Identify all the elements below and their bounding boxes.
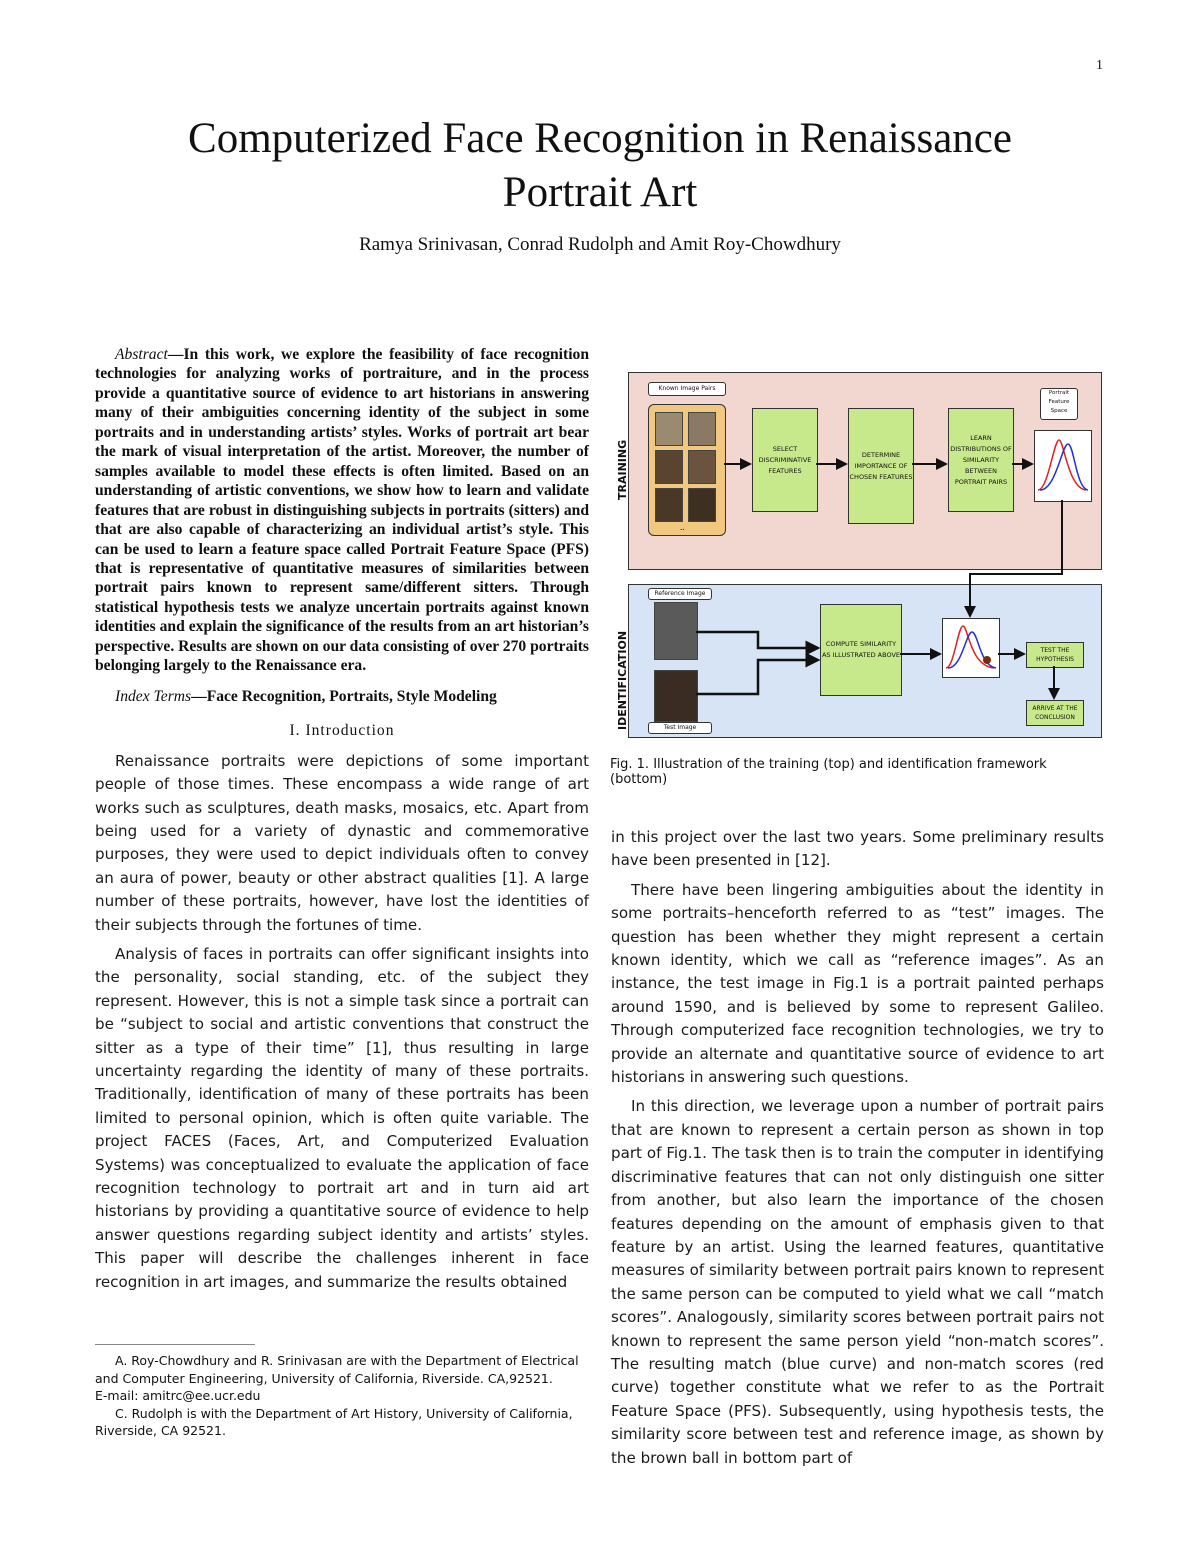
paper-title bbox=[0, 112, 1200, 220]
match-curve bbox=[1040, 444, 1088, 490]
abstract-label: Abstract bbox=[115, 346, 168, 363]
test-score-ball bbox=[983, 656, 991, 664]
arrive-conclusion-box: ARRIVE AT THE CONCLUSION bbox=[1026, 700, 1084, 726]
left-column bbox=[95, 345, 589, 1300]
footnote: C. Rudolph is with the Department of Art History, University of California, Riverside, CA 92521. bbox=[95, 1405, 573, 1438]
figure-caption: Fig. 1. Illustration of the training (top) and identification framework (bottom) bbox=[610, 757, 1047, 787]
section-heading: I. Introduction bbox=[289, 721, 395, 739]
index-terms-label: Index Terms bbox=[115, 687, 192, 705]
abstract-text: —In this work, we explore the feasibility of face recognition technologies for analyzing works of portraiture, and in the process provide a quantitative source of evidence to art historians in answering many of their ambiguities concerning identity of the subject in some portraits and in understanding artists’ styles. Works of portrait art bear the mark of visual interpretation of the artist. Moreover, the number of samples available to model these effects is often limited. Based on an understanding of artistic conventions, we show how to learn and validate features that are robust in distinguishing subjects in portraits (sitters) and that are also capable of characterizing an individual artist’s style. This can be used to learn a feature space called Portrait Feature Space (PFS) that is representative of quantitative measures of similarities between portrait pairs known to represent same/different sitters. Through statistical hypothesis tests we analyze uncertain portraits against known identities and explain the significance of the results from an art historian’s perspective. Results are shown on our data consisting of over 270 portraits belonging largely to the Renaissance era. bbox=[95, 346, 589, 675]
known-pairs-label: Known Image Pairs bbox=[648, 382, 726, 396]
footnote: A. Roy-Chowdhury and R. Srinivasan are with the Department of Electrical and Computer Engineering, University of California, Riverside. CA,92521. bbox=[95, 1353, 579, 1386]
footnote-email: E-mail: amitrc@ee.ucr.edu bbox=[95, 1388, 261, 1403]
footnotes bbox=[95, 1352, 589, 1440]
page-number: 1 bbox=[1096, 58, 1103, 73]
paragraph: Analysis of faces in portraits can offer significant insights into the personality, social standing, etc. of the subject they represent. However, this is not a simple task since a portrait can be “subject to social and artistic conventions that construct the sitter as a type of their time” [1], thus resulting in large uncertainty regarding the identity of many of these portraits. Traditionally, identification of many of these portraits has been limited to personal opinion, which is often quite variable. The project FACES (Faces, Art, and Computerized Evaluation Systems) was conceptualized to evaluate the application of face recognition technology to portrait art and in turn aid art historians by providing a quantitative source of evidence to help answer questions regarding subject identity and artists’ styles. This paper will describe the challenges inherent in face recognition in art images, and summarize the results obtained bbox=[95, 944, 589, 1291]
select-features-box: SELECT DISCRIMINATIVE FEATURES bbox=[752, 408, 818, 512]
paragraph: There have been lingering ambiguities about the identity in some portraits–henceforth referred to as “test” images. The question has been whether they might represent a certain known identity, which we call as “reference images”. As an instance, the test image in Fig.1 is a portrait painted perhaps around 1590, and is believed by some to represent Galileo. Through computerized face recognition technologies, we try to provide an alternate and quantitative source of evidence to art historians in answering such questions. bbox=[611, 880, 1104, 1087]
compute-similarity-box: COMPUTE SIMILARITY AS ILLUSTRATED ABOVE bbox=[820, 604, 902, 696]
reference-image-label: Reference Image bbox=[648, 588, 712, 600]
paragraph: Renaissance portraits were depictions of some important people of those times. These encompass a wide range of art works such as sculptures, death masks, mosaics, etc. Apart from being used for a variety of dynastic and commemorative purposes, they were used to depict individuals often to convey an aura of power, beauty or other abstract qualities [1]. A large number of these portraits, however, have lost the identities of their subjects through the fortunes of time. bbox=[95, 751, 589, 934]
test-hypothesis-box: TEST THE HYPOTHESIS bbox=[1026, 642, 1084, 668]
title-text: Computerized Face Recognition in Renaissance Portrait Art bbox=[188, 115, 1012, 216]
nonmatch-curve bbox=[1038, 440, 1086, 490]
authors: Ramya Srinivasan, Conrad Rudolph and Amit Roy-Chowdhury bbox=[359, 234, 841, 255]
right-column bbox=[611, 826, 1104, 1476]
paragraph: in this project over the last two years. Some preliminary results have been presented in [12]. bbox=[611, 828, 1104, 870]
footnote-rule bbox=[95, 1344, 255, 1345]
learn-distributions-box: LEARN DISTRIBUTIONS OF SIMILARITY BETWEEN PORTRAIT PAIRS bbox=[948, 408, 1014, 512]
test-image-label: Test Image bbox=[648, 722, 712, 734]
paragraph: In this direction, we leverage upon a number of portrait pairs that are known to represent a certain person as shown in top part of Fig.1. The task then is to train the computer in identifying discriminative features that can not only distinguish one sitter from another, but also learn the importance of the chosen features depending on the amount of emphasis given to that feature by an artist. Using the learned features, quantitative measures of similarity between portrait pairs known to represent the same person can be computed to yield what we call “match scores”. Analogously, similarity scores between portrait pairs not known to represent the same person yield “non-match scores”. The resulting match (blue curve) and non-match scores (red curve) together constitute what we refer to as the Portrait Feature Space (PFS). Subsequently, using hypothesis tests, the similarity score between test and reference image, as shown by the brown ball in bottom part of bbox=[611, 1097, 1105, 1467]
determine-importance-box: DETERMINE IMPORTANCE OF CHOSEN FEATURES bbox=[848, 408, 914, 524]
abstract bbox=[95, 345, 589, 676]
pfs-label: Portrait Feature Space bbox=[1040, 388, 1078, 420]
index-terms-text: —Face Recognition, Portraits, Style Modeling bbox=[191, 687, 497, 705]
ellipsis: .. bbox=[680, 522, 685, 532]
training-label: TRAINING bbox=[616, 439, 629, 500]
identification-label: IDENTIFICATION bbox=[616, 630, 629, 730]
figure-1 bbox=[608, 360, 1104, 750]
index-terms bbox=[95, 688, 589, 706]
figure-connectors bbox=[608, 360, 1104, 750]
